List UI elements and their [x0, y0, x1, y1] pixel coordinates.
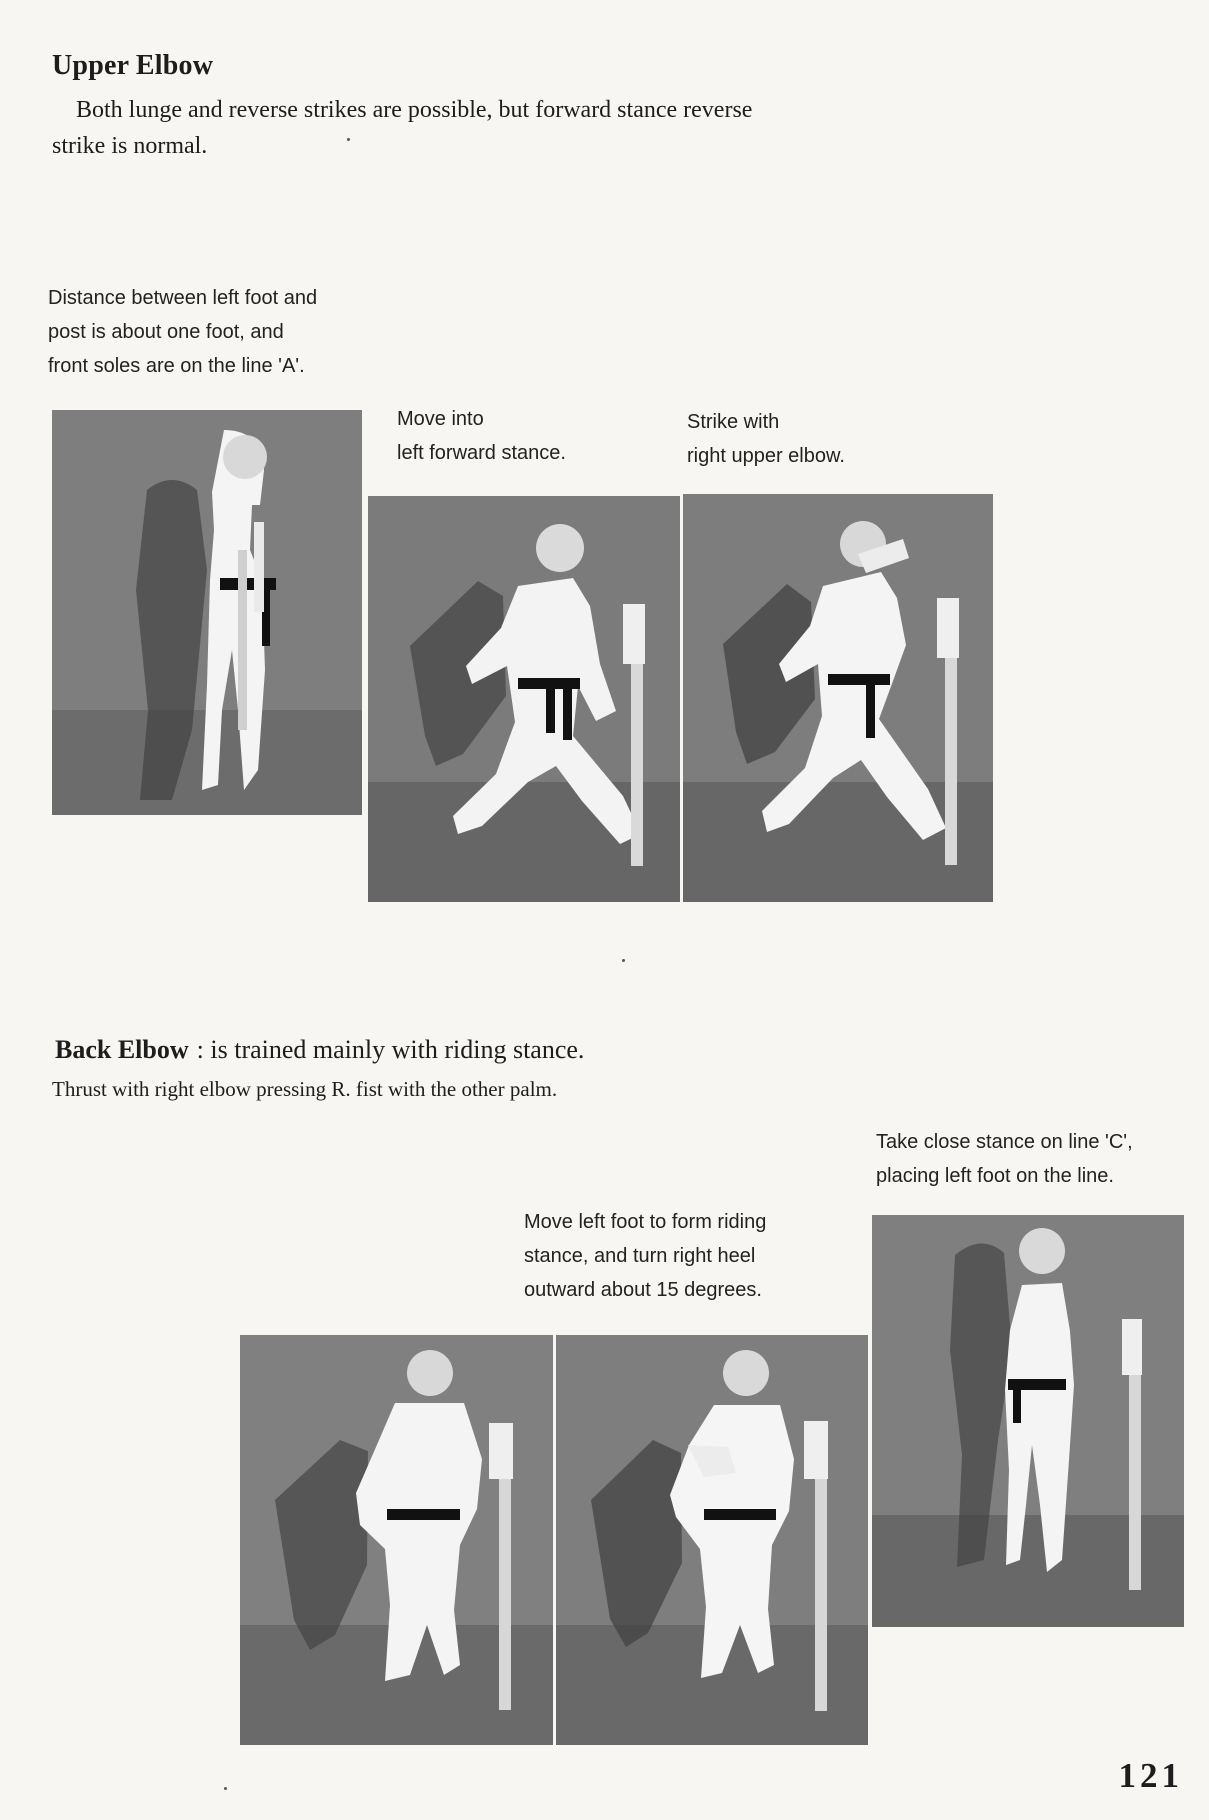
photo-close-stance — [872, 1215, 1184, 1627]
back-elbow-title-rest: : is trained mainly with riding stance. — [196, 1035, 585, 1064]
back-elbow-caption-mid: Move left foot to form riding stance, and turn right heel outward about 15 degrees. — [524, 1211, 767, 1301]
photo-ready-stance — [52, 410, 362, 815]
upper-elbow-caption-mid: Move into left forward stance. — [397, 408, 566, 464]
photo-back-elbow-thrust — [556, 1335, 868, 1745]
print-speck — [622, 959, 625, 962]
upper-elbow-title: Upper Elbow — [52, 50, 214, 81]
photo-left-forward-stance — [368, 496, 680, 902]
print-speck — [347, 138, 350, 141]
back-elbow-subtitle: Thrust with right elbow pressing R. fist with the other palm. — [52, 1077, 558, 1101]
upper-elbow-caption-left: Distance between left foot and post is about one foot, and front soles are on the line 'A'. — [48, 287, 318, 377]
page-number: 121 — [1118, 1756, 1183, 1795]
back-elbow-heading — [55, 1032, 584, 1068]
photo-riding-stance-prep — [240, 1335, 553, 1745]
photo-upper-elbow-strike — [683, 494, 993, 902]
back-elbow-title: Back Elbow — [55, 1035, 189, 1064]
print-speck — [224, 1787, 227, 1790]
upper-elbow-intro-line-1: Both lunge and reverse strikes are possible, but forward stance reverse — [76, 97, 753, 123]
upper-elbow-intro — [52, 92, 892, 164]
upper-elbow-caption-right: Strike with right upper elbow. — [687, 411, 845, 467]
upper-elbow-intro-line-2: strike is normal. — [52, 133, 208, 159]
back-elbow-caption-right: Take close stance on line 'C', placing left foot on the line. — [876, 1131, 1133, 1187]
